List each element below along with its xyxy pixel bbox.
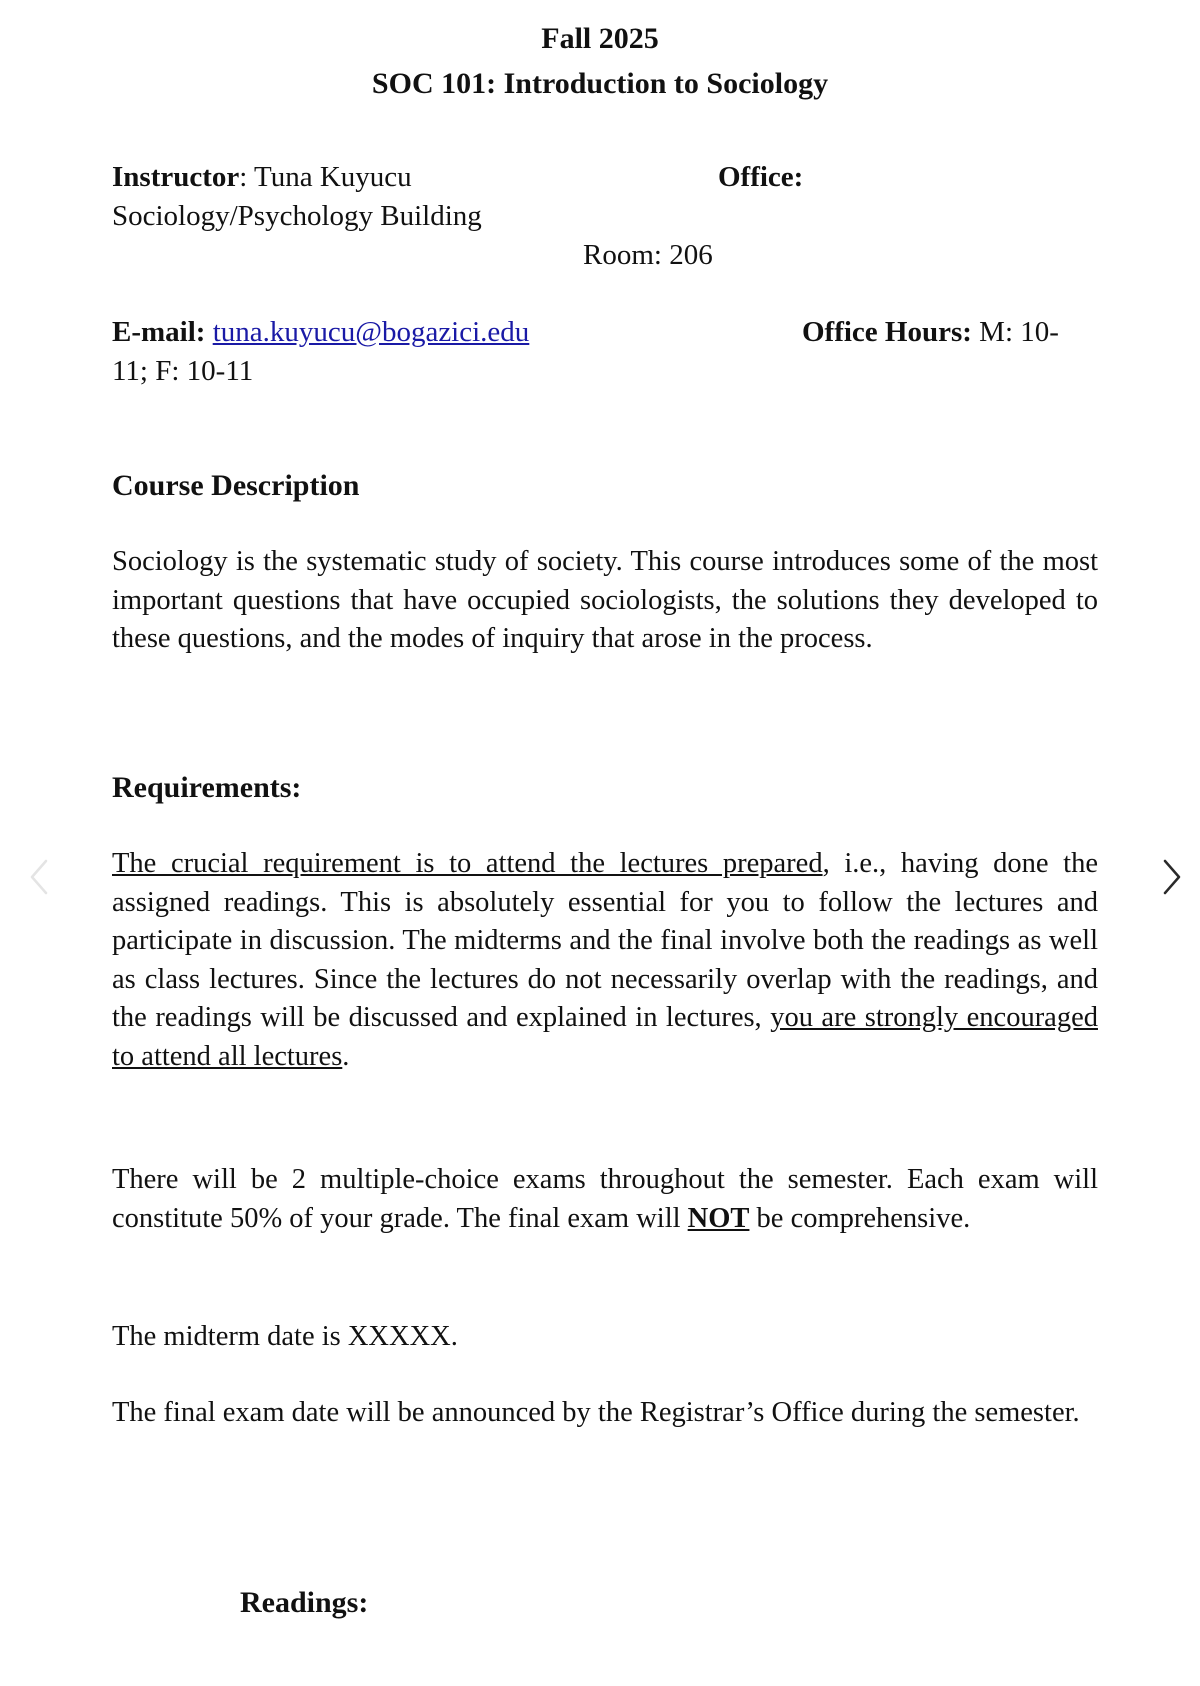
- attendance-encouragement-underlined: you are strongly encouraged to attend all lectures: [112, 1002, 1098, 1072]
- course-description-body: Sociology is the systematic study of society. This course introduces some of the most important questions that have occupied sociologists, the solutions they developed to these questions, and the modes of inquiry that arose in the process.: [112, 546, 1098, 654]
- course-description-heading: Course Description: [112, 469, 360, 502]
- instructor-label: Instructor: [112, 161, 240, 193]
- requirements-heading: Requirements:: [112, 771, 302, 804]
- office-label: Office:: [718, 161, 804, 193]
- attendance-requirement-underlined: The crucial requirement is to attend the lectures prepared: [112, 848, 823, 879]
- office-hours-line: [802, 313, 1059, 351]
- instructor-name: : Tuna Kuyucu: [239, 161, 412, 193]
- exams-paragraph-text: There will be 2 multiple-choice exams throughout the semester. Each exam will constitute 50% of your grade. The final exam will: [112, 1164, 1098, 1234]
- email-label: E-mail:: [112, 316, 206, 348]
- chevron-right-icon: [1161, 857, 1183, 897]
- building-name: Sociology/Psychology Building: [112, 200, 482, 232]
- office-hours-label: Office Hours:: [802, 316, 972, 348]
- requirements-paragraph: [112, 845, 1098, 1076]
- exams-paragraph-end: be comprehensive.: [749, 1202, 971, 1234]
- chevron-left-icon: [28, 857, 50, 897]
- requirements-paragraph-text: , i.e., having done the assigned readings. This is absolutely essential for you to follow the lectures and participate in discussion. The midterms and the final involve both the readings as well as class lectures. Since the lectures do not necessarily overlap with the readings, and the readings will be discussed and explained in lectures,: [112, 848, 1098, 1033]
- room-number: Room: 206: [583, 239, 713, 271]
- previous-page-button[interactable]: [24, 852, 54, 902]
- email-link[interactable]: tuna.kuyucu@bogazici.edu: [212, 316, 530, 348]
- midterm-date: The midterm date is XXXXX.: [112, 1321, 458, 1352]
- office-hours-value-continued: 11; F: 10-11: [112, 355, 254, 387]
- term-title: Fall 2025: [541, 22, 659, 55]
- course-title: SOC 101: Introduction to Sociology: [371, 67, 829, 100]
- not-emphasis: NOT: [687, 1202, 750, 1234]
- final-exam-date: The final exam date will be announced by the Registrar’s Office during the semester.: [112, 1397, 1080, 1428]
- office-hours-value: M: 10-: [971, 316, 1059, 348]
- next-page-button[interactable]: [1157, 852, 1187, 902]
- email-line: [112, 313, 529, 351]
- requirements-paragraph-end: .: [342, 1040, 350, 1072]
- instructor-line: [112, 158, 412, 196]
- readings-heading: Readings:: [240, 1586, 369, 1619]
- exams-paragraph: [112, 1161, 1098, 1238]
